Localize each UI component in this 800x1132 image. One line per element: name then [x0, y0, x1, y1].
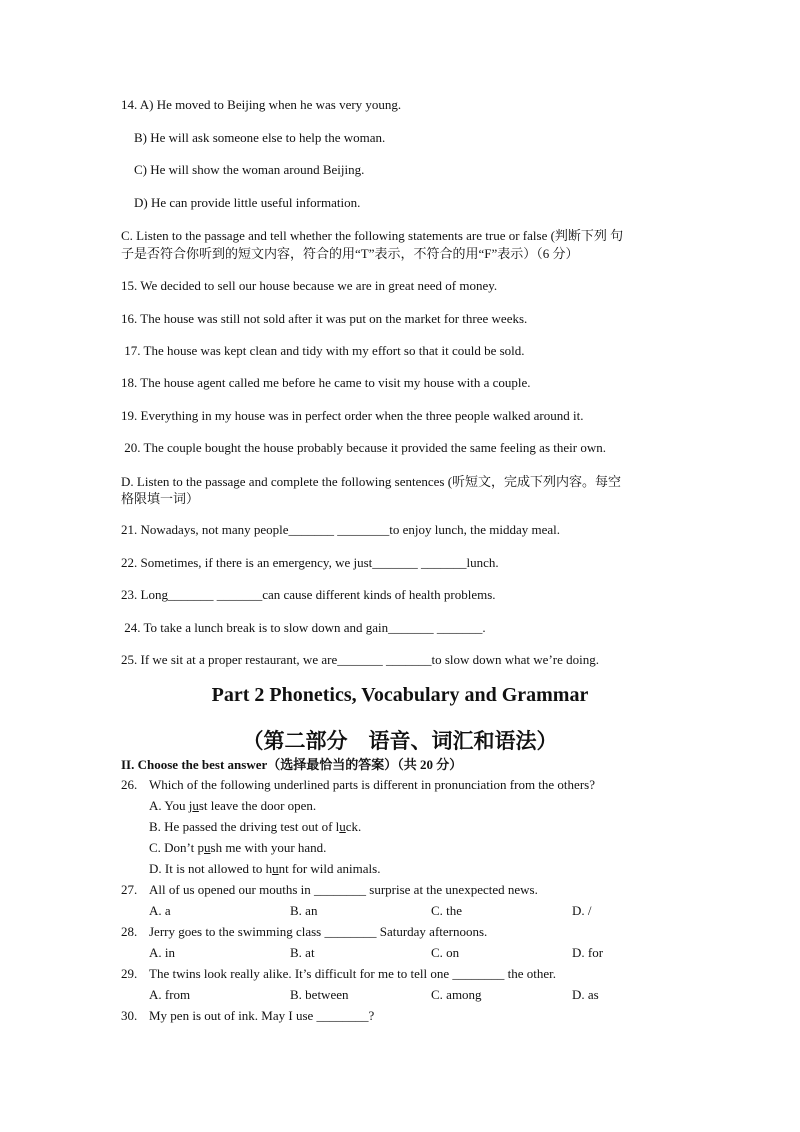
q26-option-c: C. Don’t push me with your hand. — [149, 840, 327, 855]
part2-title-chinese: （第二部分 语音、词汇和语法） — [242, 729, 558, 753]
q28-stem: Jerry goes to the swimming class ________ Saturday afternoons. — [149, 924, 488, 939]
statement-19: 19. Everything in my house was in perfect order when the three people walked around it. — [121, 408, 584, 423]
sentence-24: 24. To take a lunch break is to slow down and gain_______ _______. — [121, 620, 486, 635]
statement-18: 18. The house agent called me before he came to visit my house with a couple. — [121, 375, 531, 390]
underlined-letter: u — [339, 819, 346, 834]
q27-option-c: C. the — [431, 903, 463, 918]
q27-number: 27. — [121, 882, 138, 897]
q14-option-b: B) He will ask someone else to help the woman. — [134, 130, 386, 145]
q26-option-b: B. He passed the driving test out of luck. — [149, 819, 362, 834]
section-d-instruction-line2: 格限填一词） — [121, 491, 200, 506]
part2-title: Part 2 Phonetics, Vocabulary and Grammar — [211, 684, 589, 706]
sentence-22: 22. Sometimes, if there is an emergency, we just_______ _______lunch. — [121, 555, 499, 570]
section-c-instruction-line1: C. Listen to the passage and tell whether the following statements are true or false (判断下列 句 — [121, 228, 624, 243]
q26-number: 26. — [121, 777, 138, 792]
q27-option-b: B. an — [290, 903, 318, 918]
q26-option-d: D. It is not allowed to hunt for wild animals. — [149, 861, 381, 876]
q28-option-a: A. in — [149, 945, 175, 960]
q27-option-d: D. / — [572, 903, 592, 918]
q28-option-b: B. at — [290, 945, 315, 960]
q30-stem: My pen is out of ink. May I use ________? — [149, 1008, 375, 1023]
q29-option-d: D. as — [572, 987, 599, 1002]
statement-16: 16. The house was still not sold after it was put on the market for three weeks. — [121, 311, 528, 326]
statement-15: 15. We decided to sell our house because we are in great need of money. — [121, 278, 498, 293]
q28-number: 28. — [121, 924, 138, 939]
q28-option-c: C. on — [431, 945, 460, 960]
underlined-letter: u — [192, 798, 199, 813]
statement-20: 20. The couple bought the house probably because it provided the same feeling as their own. — [121, 440, 606, 455]
q26-option-a: A. You just leave the door open. — [149, 798, 317, 813]
q26-stem: Which of the following underlined parts is different in pronunciation from the others? — [149, 777, 595, 792]
q29-option-b: B. between — [290, 987, 349, 1002]
sentence-25: 25. If we sit at a proper restaurant, we are_______ _______to slow down what we’re doing. — [121, 652, 599, 667]
section-d-instruction-line1: D. Listen to the passage and complete the following sentences (听短文，完成下列内容。每空 — [121, 474, 622, 489]
q27-option-a: A. a — [149, 903, 171, 918]
q14-option-a: 14. A) He moved to Beijing when he was very young. — [121, 97, 402, 112]
q27-stem: All of us opened our mouths in ________ surprise at the unexpected news. — [149, 882, 538, 897]
q14-option-d: D) He can provide little useful information. — [134, 195, 361, 210]
q14-option-c: C) He will show the woman around Beijing. — [134, 162, 365, 177]
sentence-23: 23. Long_______ _______can cause different kinds of health problems. — [121, 587, 496, 602]
q29-stem: The twins look really alike. It’s difficult for me to tell one ________ the other. — [149, 966, 557, 981]
underlined-letter: u — [204, 840, 211, 855]
q28-option-d: D. for — [572, 945, 604, 960]
statement-17: 17. The house was kept clean and tidy with my effort so that it could be sold. — [121, 343, 525, 358]
section-c-instruction-line2: 子是否符合你听到的短文内容，符合的用“T”表示，不符合的用“F”表示）（6 分） — [121, 246, 579, 261]
underlined-letter: u — [272, 861, 279, 876]
q29-option-a: A. from — [149, 987, 191, 1002]
q29-number: 29. — [121, 966, 138, 981]
q29-option-c: C. among — [431, 987, 482, 1002]
q30-number: 30. — [121, 1008, 138, 1023]
section-ii-heading: II. Choose the best answer（选择最恰当的答案）（共 20 分） — [121, 757, 463, 772]
sentence-21: 21. Nowadays, not many people_______ ________to enjoy lunch, the midday meal. — [121, 522, 561, 537]
